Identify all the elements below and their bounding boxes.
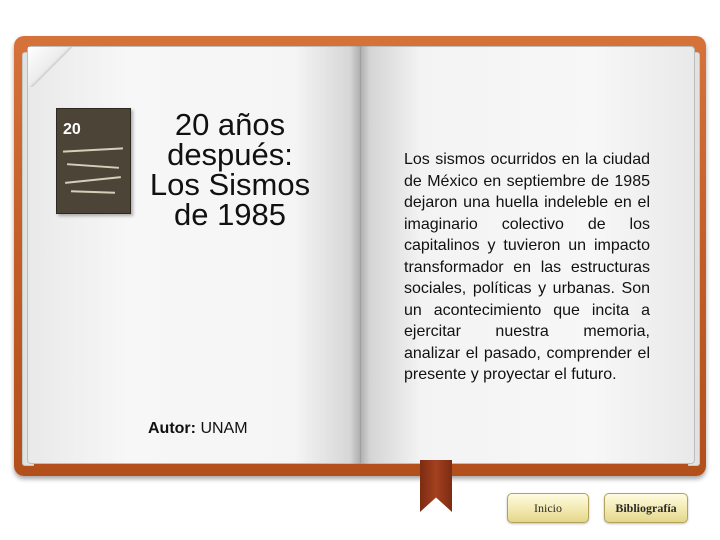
author-label: Autor: (148, 420, 196, 437)
page-corner-fold (28, 47, 72, 87)
bibliography-button[interactable]: Bibliografía (604, 493, 688, 523)
thumbnail-crack-line (65, 176, 121, 184)
book-spine (350, 46, 370, 464)
thumbnail-crack-line (63, 147, 123, 152)
book-cover-thumbnail (56, 108, 131, 214)
thumbnail-number: 20 (63, 121, 81, 138)
bookmark-ribbon (420, 460, 452, 512)
home-button[interactable]: Inicio (507, 493, 589, 523)
thumbnail-crack-line (71, 190, 115, 194)
thumbnail-crack-line (67, 163, 119, 169)
book-author (148, 420, 248, 438)
author-name: UNAM (200, 420, 248, 437)
book-summary: Los sismos ocurridos en la ciudad de México en septiembre de 1985 dejaron una huella indeleble en el imaginario colectivo de los capitalinos y tuvieron un impacto transformador en las estructuras sociales, políticas y urbanas. Son un acontecimiento que incita a ejercitar nuestra memoria, analizar el pasado, comprender el presente y proyectar el futuro. (404, 151, 650, 383)
book-title: 20 años después: Los Sismos de 1985 (149, 107, 311, 232)
